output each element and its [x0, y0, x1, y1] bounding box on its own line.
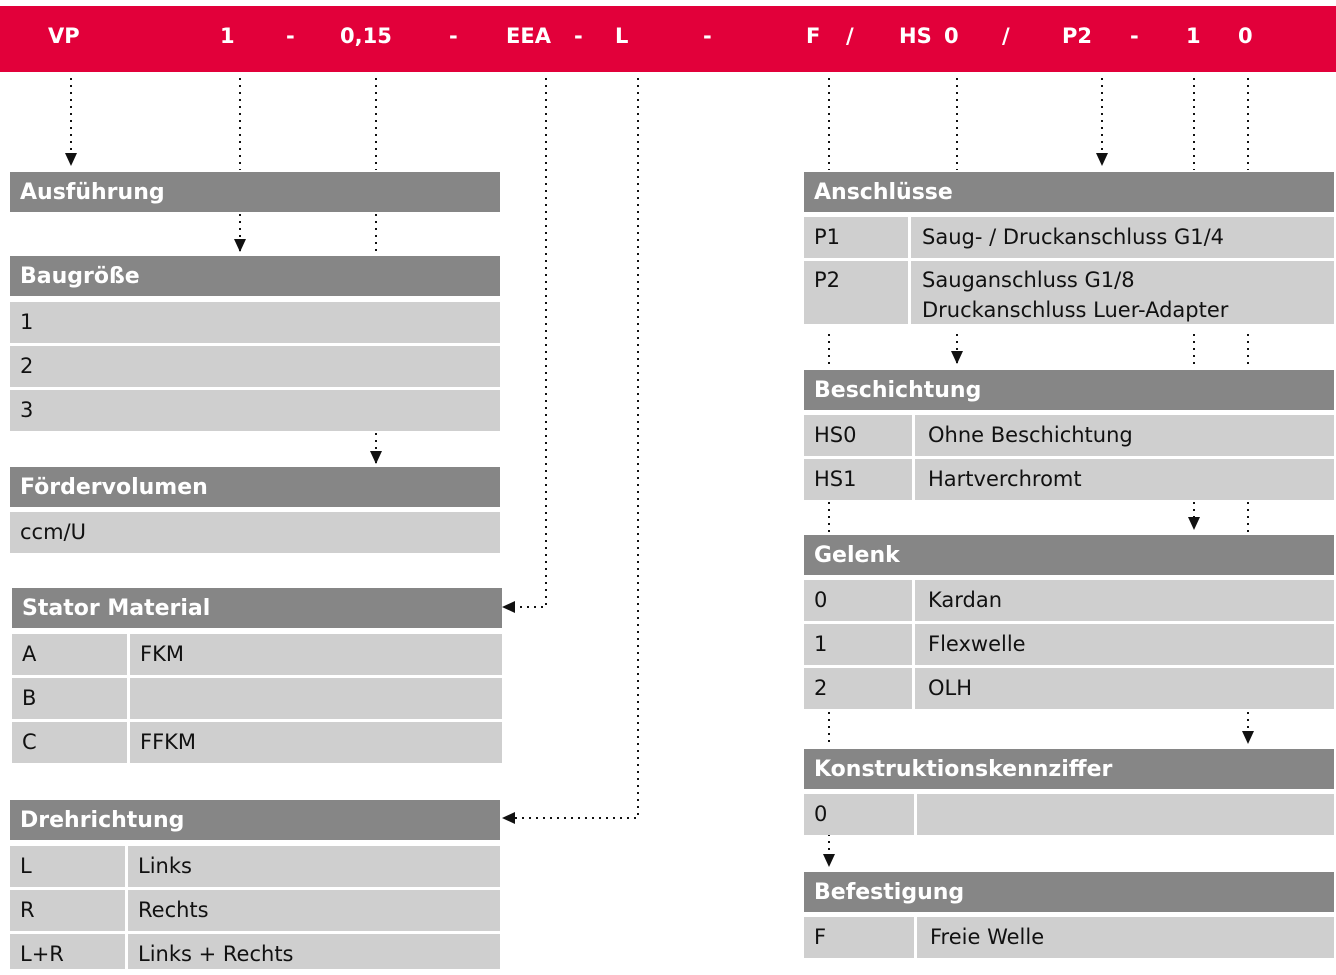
column-divider: [127, 634, 130, 675]
code-separator: /: [846, 24, 854, 48]
column-divider: [912, 668, 915, 709]
befestigung-code: F: [814, 925, 827, 949]
code-coating-digit: 0: [944, 24, 959, 48]
konstruktion-header: Konstruktionskennziffer: [804, 749, 1334, 789]
code-separator: -: [1130, 24, 1139, 48]
baugroesse-row: [10, 346, 500, 387]
stator-desc: FKM: [140, 642, 184, 666]
code-separator: -: [574, 24, 583, 48]
baugroesse-row: [10, 302, 500, 343]
column-divider: [127, 722, 130, 763]
baugroesse-value: 3: [20, 398, 34, 422]
anschluesse-desc-line1: Sauganschluss G1/8: [922, 268, 1135, 292]
stator-code: C: [22, 730, 37, 754]
anschluesse-row: [804, 217, 1334, 258]
column-divider: [908, 261, 911, 324]
gelenk-code: 2: [814, 676, 828, 700]
code-size: 1: [220, 24, 235, 48]
drehrichtung-code: R: [20, 898, 35, 922]
drehrichtung-desc: Rechts: [138, 898, 209, 922]
code-coating: HS: [899, 24, 932, 48]
beschichtung-header: Beschichtung: [804, 370, 1334, 410]
baugroesse-value: 1: [20, 310, 34, 334]
code-direction: L: [615, 24, 629, 48]
column-divider: [125, 890, 128, 931]
anschluesse-desc-line2: Druckanschluss Luer-Adapter: [922, 298, 1229, 322]
column-divider: [912, 459, 915, 500]
drehrichtung-code: L: [20, 854, 32, 878]
column-divider: [125, 934, 128, 969]
code-separator: -: [449, 24, 458, 48]
column-divider: [914, 794, 917, 835]
drehrichtung-row: [10, 846, 500, 887]
drehrichtung-desc: Links + Rechts: [138, 942, 294, 966]
gelenk-code: 1: [814, 632, 828, 656]
code-ports: P2: [1062, 24, 1093, 48]
column-divider: [125, 846, 128, 887]
anschluesse-desc: Saug- / Druckanschluss G1/4: [922, 225, 1225, 249]
code-joint: 1: [1186, 24, 1201, 48]
gelenk-row: [804, 624, 1334, 665]
column-divider: [127, 678, 130, 719]
column-divider: [912, 580, 915, 621]
column-divider: [914, 917, 917, 958]
column-divider: [912, 415, 915, 456]
code-vp: VP: [48, 24, 80, 48]
drehrichtung-desc: Links: [138, 854, 192, 878]
stator-row: [12, 678, 502, 719]
baugroesse-row: [10, 390, 500, 431]
foerdervolumen-unit: ccm/U: [20, 520, 86, 544]
column-divider: [912, 624, 915, 665]
baugroesse-header: Baugröße: [10, 256, 500, 296]
code-design: 0: [1238, 24, 1253, 48]
anschluesse-row: [804, 261, 1334, 324]
konstruktion-code: 0: [814, 802, 828, 826]
befestigung-row: [804, 917, 1334, 958]
stator-header: Stator Material: [12, 588, 502, 628]
code-mount: F: [806, 24, 821, 48]
code-volume: 0,15: [340, 24, 392, 48]
code-variant: EEA: [506, 24, 551, 48]
stator-row: [12, 722, 502, 763]
gelenk-desc: Flexwelle: [928, 632, 1026, 656]
gelenk-desc: OLH: [928, 676, 973, 700]
foerdervolumen-row: [10, 512, 500, 553]
gelenk-row: [804, 668, 1334, 709]
gelenk-code: 0: [814, 588, 828, 612]
beschichtung-row: [804, 415, 1334, 456]
anschluesse-header: Anschlüsse: [804, 172, 1334, 212]
anschluesse-desc: [922, 265, 1228, 325]
befestigung-desc: Freie Welle: [930, 925, 1045, 949]
stator-desc: FFKM: [140, 730, 197, 754]
anschluesse-code: P2: [814, 268, 841, 292]
befestigung-header: Befestigung: [804, 872, 1334, 912]
beschichtung-code: HS0: [814, 423, 857, 447]
beschichtung-desc: Hartverchromt: [928, 467, 1082, 491]
stator-code: A: [22, 642, 37, 666]
beschichtung-row: [804, 459, 1334, 500]
foerdervolumen-header: Fördervolumen: [10, 467, 500, 507]
konstruktion-row: [804, 794, 1334, 835]
gelenk-header: Gelenk: [804, 535, 1334, 575]
code-separator: -: [286, 24, 295, 48]
stator-row: [12, 634, 502, 675]
code-separator: /: [1002, 24, 1010, 48]
gelenk-desc: Kardan: [928, 588, 1003, 612]
drehrichtung-header: Drehrichtung: [10, 800, 500, 840]
stator-code: B: [22, 686, 37, 710]
beschichtung-desc: Ohne Beschichtung: [928, 423, 1133, 447]
drehrichtung-code: L+R: [20, 942, 64, 966]
code-separator: -: [703, 24, 712, 48]
baugroesse-value: 2: [20, 354, 34, 378]
column-divider: [908, 217, 911, 258]
ausfuehrung-header: Ausführung: [10, 172, 500, 212]
beschichtung-code: HS1: [814, 467, 857, 491]
drehrichtung-row: [10, 934, 500, 969]
gelenk-row: [804, 580, 1334, 621]
drehrichtung-row: [10, 890, 500, 931]
anschluesse-code: P1: [814, 225, 841, 249]
